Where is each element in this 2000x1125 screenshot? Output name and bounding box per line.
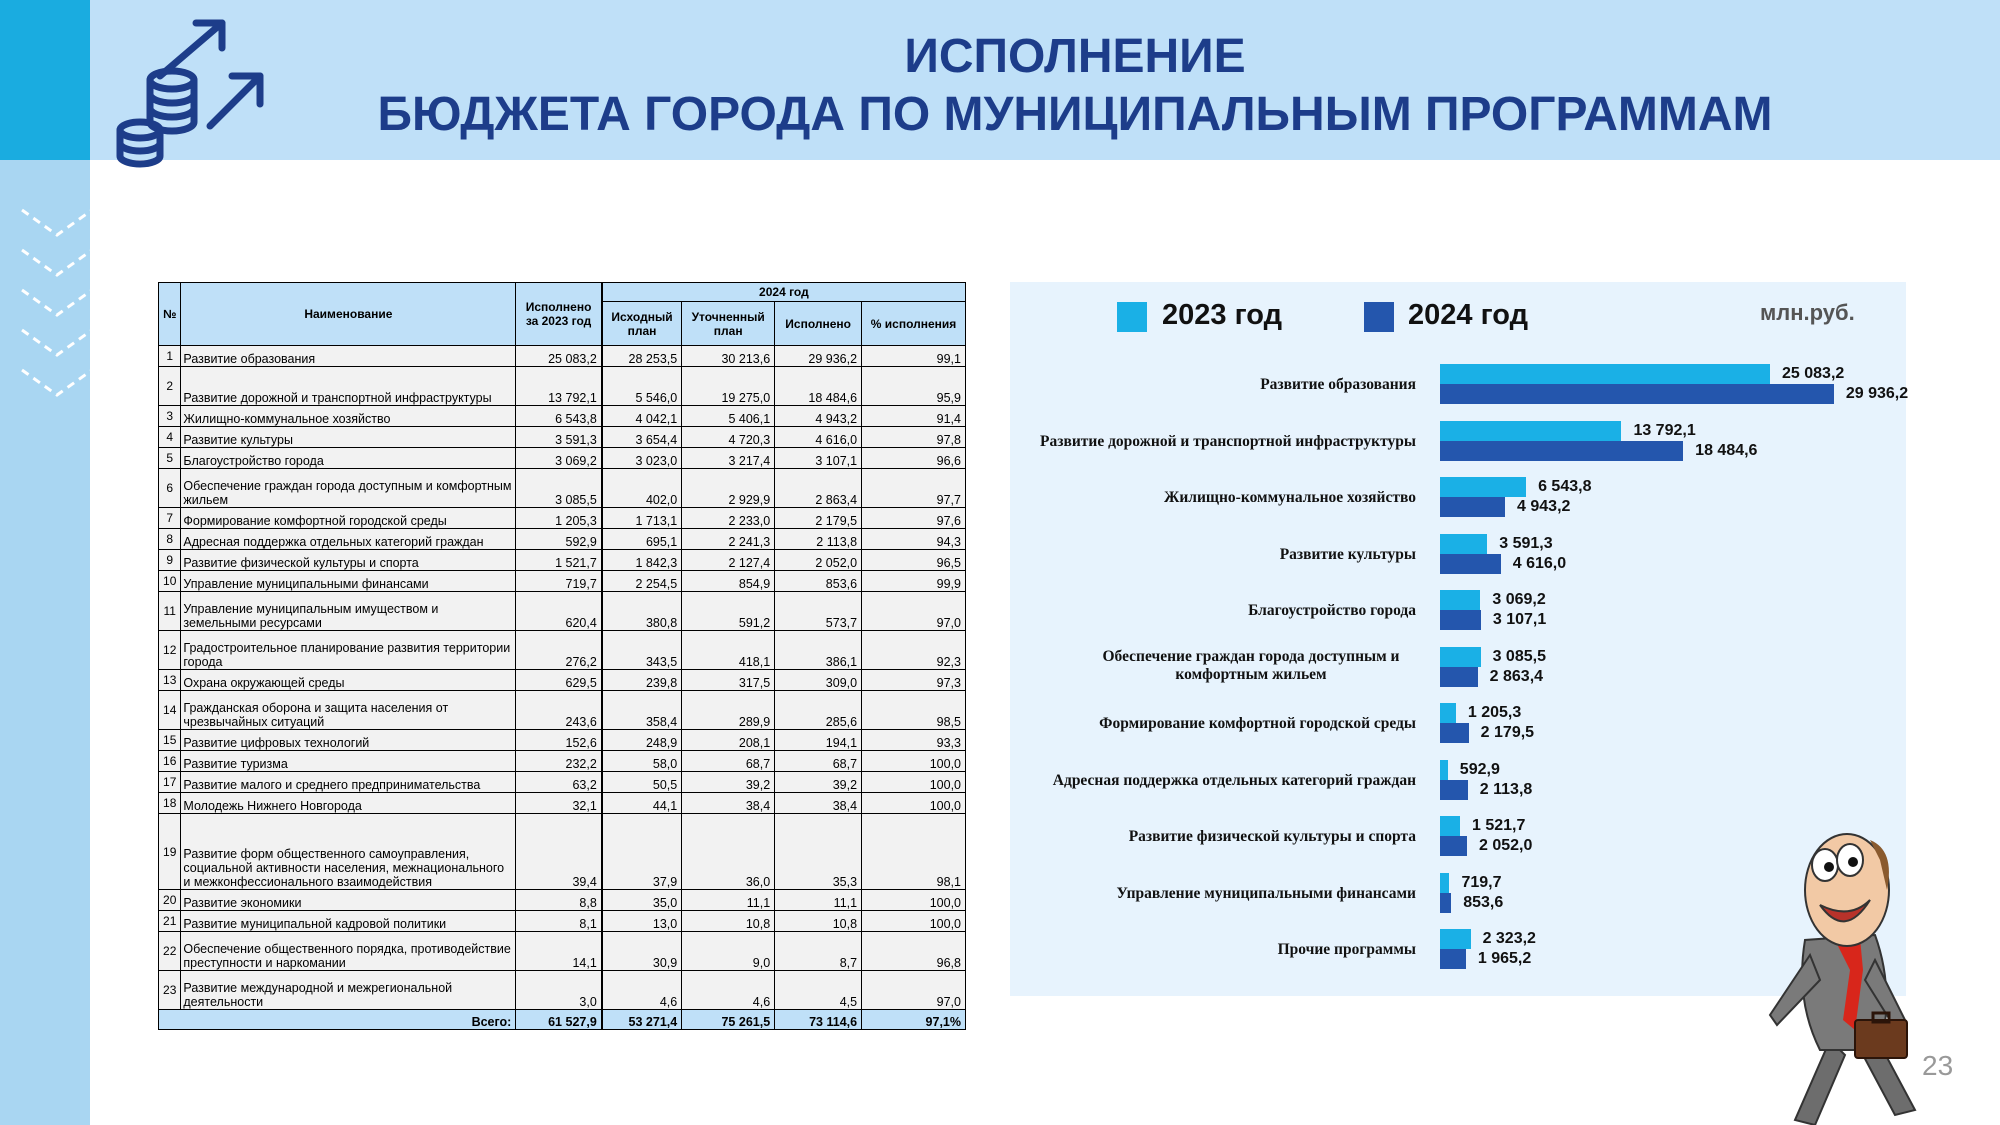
category-label: Развитие образования (1260, 376, 1416, 393)
row-name: Управление муниципальным имуществом и земельными ресурсами (181, 592, 516, 631)
table-row (159, 508, 966, 529)
data-label-2024: 4 616,0 (1512, 554, 1567, 572)
data-label-2024: 18 484,6 (1695, 441, 1758, 459)
category-label: Адресная поддержка отдельных категорий граждан (1052, 771, 1416, 789)
row-plan: 402,0 (602, 469, 682, 508)
row-number: 9 (159, 550, 181, 571)
row-done: 18 484,6 (775, 367, 862, 406)
bar-2024 (1440, 497, 1505, 517)
data-label-2023: 3 591,3 (1499, 534, 1553, 552)
row-number: 19 (159, 814, 181, 890)
row-done-2023: 3,0 (516, 971, 602, 1010)
data-label-2023: 3 085,5 (1492, 647, 1546, 665)
row-done: 39,2 (775, 772, 862, 793)
bar-2023 (1440, 760, 1448, 780)
row-number: 16 (159, 751, 181, 772)
title-line-2: БЮДЖЕТА ГОРОДА ПО МУНИЦИПАЛЬНЫМ ПРОГРАММАМ (377, 88, 1773, 141)
row-done-2023: 592,9 (516, 529, 602, 550)
data-label-2023: 13 792,1 (1633, 421, 1696, 439)
row-refined: 11,1 (682, 890, 775, 911)
table-row (159, 971, 966, 1010)
row-done: 285,6 (775, 691, 862, 730)
table-row (159, 550, 966, 571)
table-row (159, 427, 966, 448)
row-plan: 3 654,4 (602, 427, 682, 448)
row-done-2023: 620,4 (516, 592, 602, 631)
legend-label-2024: 2024 год (1408, 299, 1529, 331)
row-done-2023: 39,4 (516, 814, 602, 890)
row-pct: 96,5 (862, 550, 966, 571)
row-done: 29 936,2 (775, 346, 862, 367)
row-plan: 30,9 (602, 932, 682, 971)
row-name: Охрана окружающей среды (181, 670, 516, 691)
table-row (159, 890, 966, 911)
row-pct: 100,0 (862, 793, 966, 814)
col-header-pct: % исполнения (862, 302, 966, 346)
row-number: 13 (159, 670, 181, 691)
row-done: 4,5 (775, 971, 862, 1010)
bar-2024 (1440, 949, 1466, 969)
row-refined: 4 720,3 (682, 427, 775, 448)
row-done: 38,4 (775, 793, 862, 814)
row-pct: 100,0 (862, 772, 966, 793)
bar-2023 (1440, 590, 1480, 610)
row-plan: 50,5 (602, 772, 682, 793)
coins-growth-icon (110, 18, 280, 178)
row-pct: 91,4 (862, 406, 966, 427)
row-name: Жилищно-коммунальное хозяйство (181, 406, 516, 427)
row-name: Гражданская оборона и защита населения от чрезвычайных ситуаций (181, 691, 516, 730)
category-label: Обеспечение граждан города доступным и комфортным жильем (1102, 647, 1400, 683)
total-label: Всего: (159, 1010, 516, 1030)
data-label-2023: 6 543,8 (1538, 478, 1592, 495)
category-label: Формирование комфортной городской среды (1099, 715, 1416, 732)
row-plan: 5 546,0 (602, 367, 682, 406)
row-done-2023: 63,2 (516, 772, 602, 793)
row-number: 1 (159, 346, 181, 367)
row-pct: 98,5 (862, 691, 966, 730)
row-pct: 98,1 (862, 814, 966, 890)
data-label-2023: 2 323,2 (1482, 930, 1536, 947)
row-refined: 3 217,4 (682, 448, 775, 469)
row-number: 23 (159, 971, 181, 1010)
data-label-2024: 29 936,2 (1845, 385, 1909, 402)
row-name: Развитие цифровых технологий (181, 730, 516, 751)
row-done-2023: 276,2 (516, 631, 602, 670)
row-pct: 97,7 (862, 469, 966, 508)
row-done: 2 863,4 (775, 469, 862, 508)
row-pct: 100,0 (862, 890, 966, 911)
row-refined: 68,7 (682, 751, 775, 772)
row-number: 17 (159, 772, 181, 793)
row-plan: 248,9 (602, 730, 682, 751)
row-name: Молодежь Нижнего Новгорода (181, 793, 516, 814)
row-done-2023: 243,6 (516, 691, 602, 730)
category-label: Развитие культуры (1279, 545, 1416, 563)
row-done: 4 616,0 (775, 427, 862, 448)
table-row (159, 631, 966, 670)
row-pct: 94,3 (862, 529, 966, 550)
row-name: Развитие культуры (181, 427, 516, 448)
bar-2024 (1440, 836, 1467, 856)
row-pct: 97,0 (862, 592, 966, 631)
row-done-2023: 152,6 (516, 730, 602, 751)
row-plan: 28 253,5 (602, 346, 682, 367)
row-done: 2 113,8 (775, 529, 862, 550)
data-label-2023: 1 521,7 (1472, 817, 1526, 834)
row-pct: 100,0 (862, 911, 966, 932)
chevrons-decor-icon (12, 205, 92, 425)
row-refined: 39,2 (682, 772, 775, 793)
row-done: 10,8 (775, 911, 862, 932)
table-row (159, 730, 966, 751)
row-done: 4 943,2 (775, 406, 862, 427)
row-done-2023: 6 543,8 (516, 406, 602, 427)
row-refined: 418,1 (682, 631, 775, 670)
table-row (159, 691, 966, 730)
row-refined: 2 241,3 (682, 529, 775, 550)
bar-2023 (1440, 477, 1526, 497)
row-refined: 5 406,1 (682, 406, 775, 427)
row-done-2023: 32,1 (516, 793, 602, 814)
budget-table-container (158, 282, 966, 1030)
left-decor-strip-top (0, 0, 90, 160)
row-plan: 4 042,1 (602, 406, 682, 427)
row-done-2023: 1 521,7 (516, 550, 602, 571)
row-done: 853,6 (775, 571, 862, 592)
row-name: Развитие форм общественного самоуправления, социальной активности населения, межнационального и межконфессионального взаимодействия (181, 814, 516, 890)
bar-2024 (1440, 610, 1481, 630)
row-name: Адресная поддержка отдельных категорий граждан (181, 529, 516, 550)
row-done: 35,3 (775, 814, 862, 890)
row-number: 5 (159, 448, 181, 469)
row-done-2023: 8,1 (516, 911, 602, 932)
table-row (159, 670, 966, 691)
row-done: 3 107,1 (775, 448, 862, 469)
row-done: 194,1 (775, 730, 862, 751)
bar-2024 (1440, 893, 1451, 913)
row-done-2023: 232,2 (516, 751, 602, 772)
row-plan: 37,9 (602, 814, 682, 890)
col-header-num: № (159, 283, 181, 346)
row-pct: 97,8 (862, 427, 966, 448)
row-refined: 36,0 (682, 814, 775, 890)
bar-2023 (1440, 421, 1621, 441)
row-plan: 1 713,1 (602, 508, 682, 529)
total-done: 73 114,6 (775, 1010, 862, 1030)
row-number: 10 (159, 571, 181, 592)
bar-2024 (1440, 723, 1469, 743)
total-refined: 75 261,5 (682, 1010, 775, 1030)
data-label-2024: 2 863,4 (1489, 667, 1544, 685)
bar-2023 (1440, 873, 1449, 893)
row-done-2023: 25 083,2 (516, 346, 602, 367)
total-done-2023: 61 527,9 (516, 1010, 602, 1030)
legend-swatch-2023 (1117, 302, 1147, 332)
page-number: 23 (1922, 1050, 1954, 1081)
bar-2023 (1440, 364, 1770, 384)
row-number: 18 (159, 793, 181, 814)
row-plan: 4,6 (602, 971, 682, 1010)
category-label: Жилищно-коммунальное хозяйство (1164, 489, 1416, 506)
table-row (159, 814, 966, 890)
table-row (159, 346, 966, 367)
row-name: Благоустройство города (181, 448, 516, 469)
category-label: Благоустройство города (1248, 602, 1416, 619)
budget-table (158, 282, 966, 1030)
data-label-2024: 2 052,0 (1478, 837, 1533, 854)
row-refined: 4,6 (682, 971, 775, 1010)
row-plan: 44,1 (602, 793, 682, 814)
row-refined: 208,1 (682, 730, 775, 751)
businessman-cartoon-icon (1755, 820, 1930, 1125)
row-plan: 3 023,0 (602, 448, 682, 469)
row-plan: 1 842,3 (602, 550, 682, 571)
col-header-done: Исполнено (775, 302, 862, 346)
bar-2023 (1440, 703, 1456, 723)
table-row (159, 911, 966, 932)
data-label-2023: 719,7 (1461, 873, 1502, 891)
row-name: Развитие физической культуры и спорта (181, 550, 516, 571)
unit-label: млн.руб. (1760, 300, 1855, 325)
bar-2023 (1440, 647, 1481, 667)
row-plan: 380,8 (602, 592, 682, 631)
row-done: 2 052,0 (775, 550, 862, 571)
row-name: Градостроительное планирование развития территории города (181, 631, 516, 670)
row-done: 68,7 (775, 751, 862, 772)
category-label: Развитие физической культуры и спорта (1128, 828, 1416, 845)
row-number: 3 (159, 406, 181, 427)
table-row (159, 367, 966, 406)
table-row (159, 469, 966, 508)
row-done: 386,1 (775, 631, 862, 670)
row-name: Развитие малого и среднего предпринимательства (181, 772, 516, 793)
table-row (159, 751, 966, 772)
data-label-2024: 1 965,2 (1477, 950, 1532, 967)
row-done-2023: 629,5 (516, 670, 602, 691)
bar-2024 (1440, 780, 1468, 800)
row-pct: 96,6 (862, 448, 966, 469)
col-header-refined: Уточненный план (682, 302, 775, 346)
row-pct: 93,3 (862, 730, 966, 751)
row-number: 8 (159, 529, 181, 550)
category-label: Управление муниципальными финансами (1116, 884, 1416, 902)
row-done: 2 179,5 (775, 508, 862, 529)
row-refined: 30 213,6 (682, 346, 775, 367)
row-refined: 2 929,9 (682, 469, 775, 508)
bar-2024 (1440, 384, 1834, 404)
col-header-done-2023: Исполнено за 2023 год (516, 283, 602, 346)
total-plan: 53 271,4 (602, 1010, 682, 1030)
row-done: 8,7 (775, 932, 862, 971)
row-pct: 97,3 (862, 670, 966, 691)
row-done-2023: 1 205,3 (516, 508, 602, 529)
row-refined: 854,9 (682, 571, 775, 592)
page-title (330, 28, 1820, 144)
total-pct: 97,1% (862, 1010, 966, 1030)
row-name: Развитие экономики (181, 890, 516, 911)
bar-2023 (1440, 534, 1487, 554)
row-plan: 358,4 (602, 691, 682, 730)
row-name: Развитие муниципальной кадровой политики (181, 911, 516, 932)
left-decor-strip (0, 0, 90, 1125)
row-plan: 2 254,5 (602, 571, 682, 592)
row-refined: 317,5 (682, 670, 775, 691)
row-number: 7 (159, 508, 181, 529)
legend-label-2023: 2023 год (1162, 299, 1283, 331)
row-name: Развитие дорожной и транспортной инфраструктуры (181, 367, 516, 406)
row-refined: 289,9 (682, 691, 775, 730)
bar-2023 (1440, 929, 1471, 949)
row-pct: 97,0 (862, 971, 966, 1010)
row-pct: 99,1 (862, 346, 966, 367)
row-refined: 38,4 (682, 793, 775, 814)
row-name: Развитие образования (181, 346, 516, 367)
col-header-name: Наименование (181, 283, 516, 346)
bar-2023 (1440, 816, 1460, 836)
bar-2024 (1440, 441, 1683, 461)
row-pct: 95,9 (862, 367, 966, 406)
row-number: 22 (159, 932, 181, 971)
table-row (159, 571, 966, 592)
row-pct: 99,9 (862, 571, 966, 592)
row-pct: 96,8 (862, 932, 966, 971)
row-name: Формирование комфортной городской среды (181, 508, 516, 529)
row-number: 14 (159, 691, 181, 730)
row-number: 11 (159, 592, 181, 631)
row-number: 12 (159, 631, 181, 670)
table-row (159, 793, 966, 814)
row-pct: 92,3 (862, 631, 966, 670)
data-label-2024: 2 113,8 (1479, 780, 1533, 798)
row-refined: 9,0 (682, 932, 775, 971)
data-label-2023: 3 069,2 (1492, 591, 1546, 608)
bar-2024 (1440, 554, 1501, 574)
bar-2024 (1440, 667, 1478, 687)
col-header-plan: Исходный план (602, 302, 682, 346)
row-number: 2 (159, 367, 181, 406)
table-row (159, 448, 966, 469)
category-label: Прочие программы (1277, 941, 1416, 958)
data-label-2023: 1 205,3 (1467, 704, 1522, 721)
category-label: Развитие дорожной и транспортной инфраструктуры (1040, 432, 1416, 450)
row-refined: 2 233,0 (682, 508, 775, 529)
row-name: Развитие международной и межрегиональной деятельности (181, 971, 516, 1010)
row-plan: 695,1 (602, 529, 682, 550)
row-done-2023: 719,7 (516, 571, 602, 592)
data-label-2023: 25 083,2 (1782, 365, 1845, 382)
row-pct: 100,0 (862, 751, 966, 772)
row-number: 21 (159, 911, 181, 932)
row-name: Управление муниципальными финансами (181, 571, 516, 592)
row-pct: 97,6 (862, 508, 966, 529)
row-plan: 13,0 (602, 911, 682, 932)
row-done-2023: 3 069,2 (516, 448, 602, 469)
row-number: 15 (159, 730, 181, 751)
table-row (159, 592, 966, 631)
row-plan: 343,5 (602, 631, 682, 670)
table-row (159, 932, 966, 971)
row-done-2023: 3 591,3 (516, 427, 602, 448)
row-name: Обеспечение общественного порядка, противодействие преступности и наркомании (181, 932, 516, 971)
row-refined: 10,8 (682, 911, 775, 932)
row-number: 4 (159, 427, 181, 448)
row-number: 20 (159, 890, 181, 911)
row-plan: 239,8 (602, 670, 682, 691)
row-done: 309,0 (775, 670, 862, 691)
row-done-2023: 14,1 (516, 932, 602, 971)
title-line-1: ИСПОЛНЕНИЕ (904, 30, 1246, 83)
table-row (159, 529, 966, 550)
row-done: 573,7 (775, 592, 862, 631)
row-number: 6 (159, 469, 181, 508)
row-done-2023: 3 085,5 (516, 469, 602, 508)
data-label-2023: 592,9 (1459, 760, 1500, 778)
table-row (159, 406, 966, 427)
col-header-group-2024: 2024 год (602, 283, 966, 302)
data-label-2024: 853,6 (1463, 893, 1504, 911)
row-name: Развитие туризма (181, 751, 516, 772)
row-done: 11,1 (775, 890, 862, 911)
row-refined: 591,2 (682, 592, 775, 631)
row-refined: 19 275,0 (682, 367, 775, 406)
table-row (159, 772, 966, 793)
row-name: Обеспечение граждан города доступным и комфортным жильем (181, 469, 516, 508)
data-label-2024: 3 107,1 (1492, 611, 1547, 628)
row-done-2023: 13 792,1 (516, 367, 602, 406)
data-label-2024: 2 179,5 (1480, 724, 1535, 741)
row-plan: 58,0 (602, 751, 682, 772)
data-label-2024: 4 943,2 (1517, 498, 1571, 515)
legend-swatch-2024 (1364, 302, 1394, 332)
row-done-2023: 8,8 (516, 890, 602, 911)
row-refined: 2 127,4 (682, 550, 775, 571)
row-plan: 35,0 (602, 890, 682, 911)
